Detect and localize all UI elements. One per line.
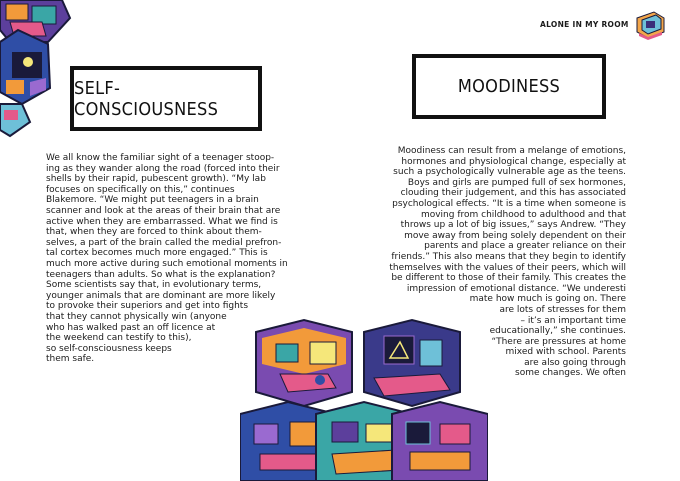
left-body-line: that, when they are forced to think about them- [46,227,262,238]
left-body-line: teenagers than adults. So what is the explanation? [46,269,276,280]
left-section-title: SELF-CONSCIOUSNESS [74,77,219,120]
left-body-line: Some scientists say that, in evolutionary terms, [46,280,262,291]
left-body-line: that they cannot physically win (anyone [46,311,227,322]
right-title-box [412,54,606,119]
right-body-line: – it’s an important time [520,315,626,326]
left-body-line: to provoke their superiors and get into fights [46,301,249,312]
left-body-line: much more active during such emotional moments in [46,258,288,269]
right-body-line: be different to those of their family. This creates the [391,273,626,284]
left-body-line: tal cortex becomes much more engaged.” This is [46,248,268,259]
right-body-line: mixed with school. Parents [505,347,626,358]
right-body-line: impression of emotional distance. “We underesti [406,283,626,294]
right-section-title: MOODINESS [457,76,561,97]
left-body-line: younger animals that are dominant are more likely [46,290,276,301]
left-body-line: them safe. [46,354,95,365]
left-body-line: ing as they wander along the road (forced into their [46,163,280,174]
right-body-line: clouding their judgement, and this has associated [400,188,626,199]
right-body-line: parents and place a greater reliance on their [424,241,626,252]
left-body-line: shells by their rapid, pubescent growth). “My lab [46,174,266,185]
right-body-line: Boys and girls are pumped full of sex hormones, [407,177,626,188]
room-illustration-bottom [240,318,488,481]
right-body-line: “There are pressures at home [491,336,626,347]
right-body-line: Moodiness can result from a melange of emotions, [397,146,626,156]
right-body-line: such a psychologically vulnerable age as the teens. [393,167,626,178]
right-body-line: themselves with the values of their peers, which will [389,262,626,273]
right-body-line: are lots of stresses for them [499,304,626,315]
left-body-line: We all know the familiar sight of a teenager stoop- [46,153,275,163]
right-body-line: some changes. We often [515,368,626,379]
section-header-label: ALONE IN MY ROOM [540,20,629,29]
right-body-line: throws up a lot of big issues,” says Andrew. “They [400,220,626,231]
right-body-line: mate how much is going on. There [469,294,626,305]
right-body-line: are also going through [524,357,626,368]
right-body-line: hormones and physiological change, especially at [401,156,626,167]
left-body-line: so self-consciousness keeps [46,343,172,354]
left-title-box [70,66,262,131]
left-body-line: Blakemore. “We might put teenagers in a brain [46,195,259,206]
left-body-line: who has walked past an off licence at [46,322,216,333]
left-body-line: active when they are embarrassed. What we find is [46,216,278,227]
left-body-line: focuses on specifically on this,” continues [46,184,235,195]
computer-icon [634,10,668,40]
left-body-line: the weekend can testify to this), [46,333,192,344]
left-body-line: selves, a part of the brain called the medial prefron- [46,237,282,248]
right-body-line: friends.” This also means that they begin to identify [391,251,626,262]
right-body-line: moving from childhood to adulthood and that [420,209,626,220]
left-body-line: scanner and look at the areas of their brain that are [46,205,281,216]
right-body-line: psychological effects. “It is a time when someone is [392,198,626,209]
right-body-line: move away from being solely dependent on their [404,230,626,241]
right-body-line: educationally,” she continues. [489,326,626,337]
